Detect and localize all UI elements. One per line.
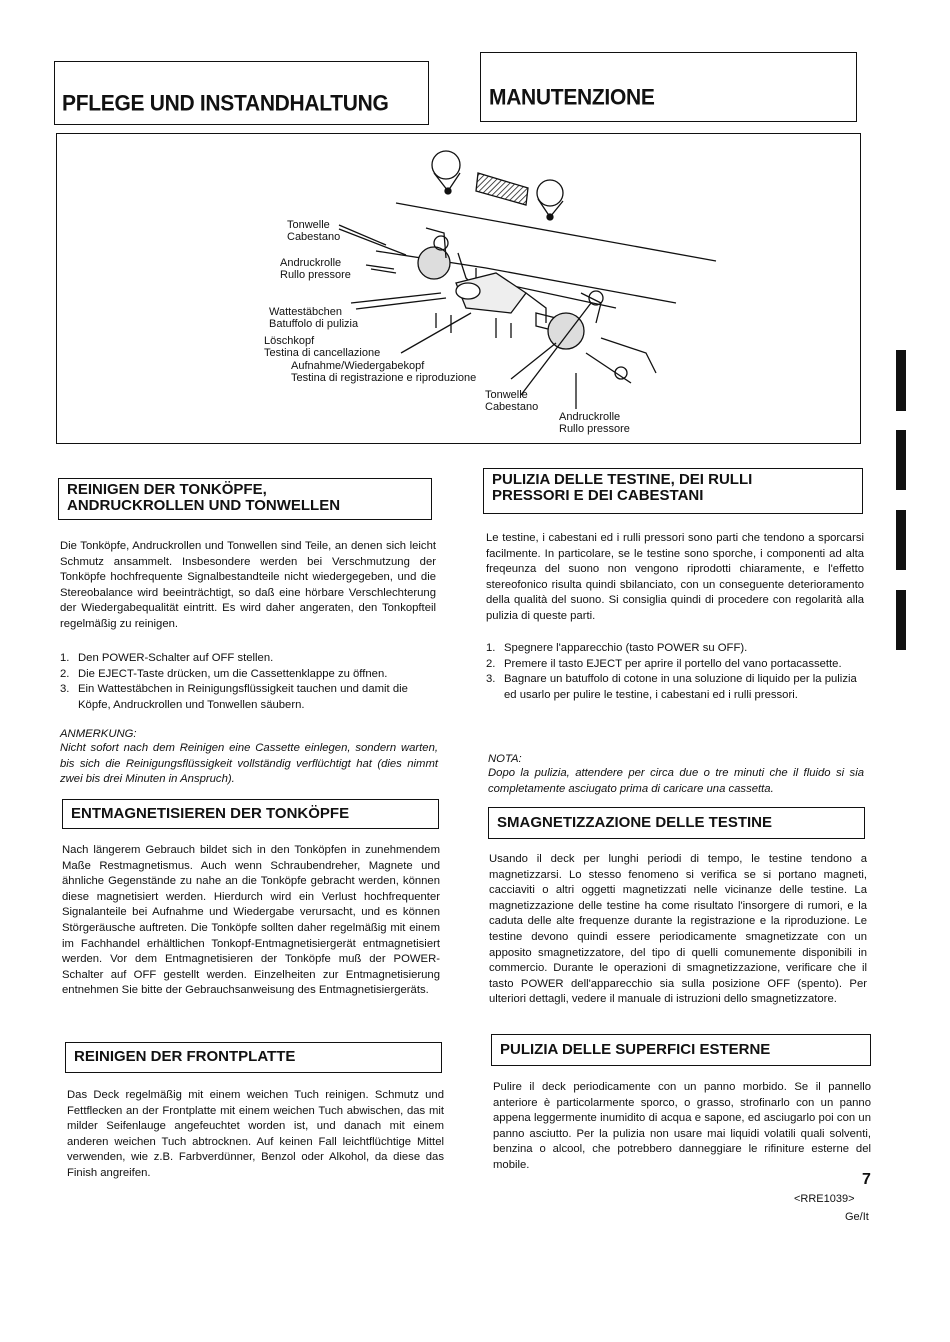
it-demagnetize-body: Usando il deck per lunghi periodi di tempo, le testine tendono a magnetizzarsi. Lo stesso fenomeno si verifica se si portano magneti, cacciaviti o altri oggetti magnetizzati nelle vicinanze delle testine. La magnetizzazione delle testine ha come risultato l'insorgere di rumori, e la caduta delle alte frequenze durante la registrazione e la riproduzione. Le testine devono quindi essere periodicamente smagnetizzate con un apposito smagnetizzatore, del tipo di quelli comunemente disponibili in commercio. Durante le operazioni di smagnetizzazione, verificare che il tasto POWER dell'apparecchio sia sulla posizione OFF (spento). Per ulteriori dettagli, vedere il manuale di istruzioni dello smagnetizzatore. bbox=[489, 853, 867, 1006]
it-note-body: Dopo la pulizia, attendere per circa due o tre minuti che il fluido si sia completamente asciugato prima di caricare una cassetta. bbox=[488, 767, 864, 795]
section-title-de-cleaning bbox=[58, 478, 432, 520]
thumb-index-bar bbox=[896, 590, 906, 650]
de-frontplate-body: Das Deck regelmäßig mit einem weichen Tuch reinigen. Schmutz und Fettflecken an der Frontplatte mit einem weichen Tuch abwischen, das mit milder Seifenlauge angefeuchtet worden ist, und danach mit einem anderen weichen Tuch abtrocknen. Auf keinen Fall leichtflüchtige Mittel verwenden, wie z.B. Farbverdünner, Benzol oder Alkohol, da diese das Finish angreifen. bbox=[67, 1089, 444, 1179]
section-title-line: PULIZIA DELLE TESTINE, DEI RULLI bbox=[492, 471, 753, 488]
label-aufnahme: Aufnahme/Wiedergabekopf bbox=[291, 360, 425, 372]
label-rullo-2: Rullo pressore bbox=[559, 423, 630, 435]
list-item: 3. Ein Wattestäbchen in Reinigungsflüssigkeit tauchen und damit die Köpfe, Andruckrollen und Tonwellen säubern. bbox=[60, 683, 408, 711]
section-title-it-surfaces bbox=[491, 1034, 871, 1066]
label-rullo-1: Rullo pressore bbox=[280, 269, 351, 281]
label-cancellazione: Testina di cancellazione bbox=[264, 347, 381, 359]
section-title-line: REINIGEN DER TONKÖPFE, bbox=[67, 481, 267, 498]
de-note-head: ANMERKUNG: bbox=[60, 728, 137, 740]
list-item: 2. Die EJECT-Taste drücken, um die Cassettenklappe zu öffnen. bbox=[60, 667, 388, 680]
section-title-line: PRESSORI E DEI CABESTANI bbox=[492, 487, 704, 504]
it-surfaces-body: Pulire il deck periodicamente con un panno morbido. Se il pannello anteriore è particolarmente sporco, o grasso, strofinarlo con un panno appena leggermente inumidito di acqua e sapone, ed asciugarlo poi con un panno asciutto. Per la pulizia non usare mai liquidi volatili quali solventi, benzina o alcool, che potrebbero danneggiare le rifiniture esterne del mobile. bbox=[493, 1081, 871, 1171]
label-cabestano-2: Cabestano bbox=[485, 401, 539, 413]
label-batuffolo: Batuffolo di pulizia bbox=[269, 318, 359, 330]
language-code: Ge/It bbox=[845, 1211, 869, 1223]
section-title-de-frontplate bbox=[65, 1042, 442, 1073]
section-title-line: ENTMAGNETISIEREN DER TONKÖPFE bbox=[71, 805, 350, 822]
document-code: <RRE1039> bbox=[794, 1193, 855, 1205]
section-title-line: REINIGEN DER FRONTPLATTE bbox=[74, 1048, 296, 1065]
label-registrazione: Testina di registrazione e riproduzione bbox=[291, 372, 477, 384]
swab-icon-right bbox=[537, 180, 563, 220]
thumb-index-bar bbox=[896, 510, 906, 570]
list-item: 2. Premere il tasto EJECT per aprire il portello del vano portacassette. bbox=[486, 657, 842, 670]
swab-icon-left bbox=[432, 151, 460, 194]
cassette-icon bbox=[476, 173, 528, 205]
list-item: 1. Den POWER-Schalter auf OFF stellen. bbox=[60, 652, 274, 664]
thumb-index-bar bbox=[896, 430, 906, 490]
label-cabestano-1: Cabestano bbox=[287, 231, 341, 243]
thumb-index-bar bbox=[896, 350, 906, 411]
section-title-line: ANDRUCKROLLEN UND TONWELLEN bbox=[67, 497, 341, 514]
page-title-it: MANUTENZIONE bbox=[489, 85, 655, 110]
it-cleaning-steps bbox=[486, 641, 864, 703]
page-number: 7 bbox=[862, 1171, 871, 1188]
label-tonwelle-1: Tonwelle bbox=[287, 219, 330, 231]
de-note-body: Nicht sofort nach dem Reinigen eine Cassette einlegen, sondern warten, bis sich die Reinigungsflüssigkeit vollständig verflüchtigt hat (dies nimmt zwei bis drei Minuten in Anspruch). bbox=[60, 742, 438, 786]
list-item: 1. Spegnere l'apparecchio (tasto POWER su OFF). bbox=[486, 642, 748, 654]
label-wattestaebchen: Wattestäbchen bbox=[269, 306, 342, 318]
label-tonwelle-2: Tonwelle bbox=[485, 389, 528, 401]
list-item: 3. Bagnare un batuffolo di cotone in una soluzione di liquido per la pulizia ed usarlo per pulire le testine, i cabestani ed i rulli pressori. bbox=[486, 673, 857, 701]
section-title-it-demagnetize bbox=[488, 807, 865, 839]
label-andruckrolle-1: Andruckrolle bbox=[280, 257, 342, 269]
page-title-de: PFLEGE UND INSTANDHALTUNG bbox=[62, 91, 389, 116]
de-cleaning-body: Die Tonköpfe, Andruckrollen und Tonwellen sind Teile, an denen sich leicht Schmutz ansammelt. Insbesondere werden bei Verschmutzung der Tonköpfe hochfrequente Signalbestandteile nicht wiedergegeben, und die Stereobalance wird beeinträchtigt, so daß eine hörbare Verschlechterung der Wiedergabequalität eintritt. Es wird daher angeraten, den Tonkopfteil regelmäßig zu reinigen. bbox=[60, 540, 436, 630]
tape-head-illustration bbox=[56, 133, 861, 444]
de-cleaning-steps bbox=[60, 651, 436, 713]
section-title-it-cleaning bbox=[483, 468, 863, 514]
label-andruckrolle-2: Andruckrolle bbox=[559, 411, 621, 423]
section-title-de-demagnetize bbox=[62, 799, 439, 829]
section-title-line: PULIZIA DELLE SUPERFICI ESTERNE bbox=[500, 1041, 771, 1058]
section-title-line: SMAGNETIZZAZIONE DELLE TESTINE bbox=[497, 814, 773, 831]
label-loeschkopf: Löschkopf bbox=[264, 335, 315, 347]
it-cleaning-body: Le testine, i cabestani ed i rulli pressori sono parti che tendono a sporcarsi facilmente. In particolare, se le testine sono sporche, i componenti ad alta freqeunza del suono non vengono riprodotti chiaramente, e l'effetto stereofonico risulta quindi sbilanciato, con un conseguente deterioramento della qualità del suono. Si consiglia quindi di procedere con regolarità alla pulizia di queste parti. bbox=[486, 532, 864, 622]
it-note-head: NOTA: bbox=[488, 753, 522, 765]
de-demagnetize-body: Nach längerem Gebrauch bildet sich in den Tonköpfen in zunehmendem Maße Restmagnetismus. Auch wenn Schraubendreher, Magnete und ähnliche Gegenstände zu nahe an die Tonköpfe gebracht werden, können diese magnetisiert werden. Hierdurch wird ein Verlust hochfrequenter Signalanteile bei Aufnahme und Wiedergabe verursacht, und es können Störgeräusche auftreten. Die Tonköpfe sollten daher regelmäßig mit einem im Fachhandel erhältlichen Tonkopf-Entmagnetisiergerät entmagnetisiert werden. Vor dem Entmagnetisieren der Tonköpfe muß der POWER-Schalter auf OFF gestellt werden. Einzelheiten zur Entmagnetisierung entnehmen Sie bitte der Gebrauchsanweisung des Entmagnetisiergeräts. bbox=[62, 844, 440, 997]
